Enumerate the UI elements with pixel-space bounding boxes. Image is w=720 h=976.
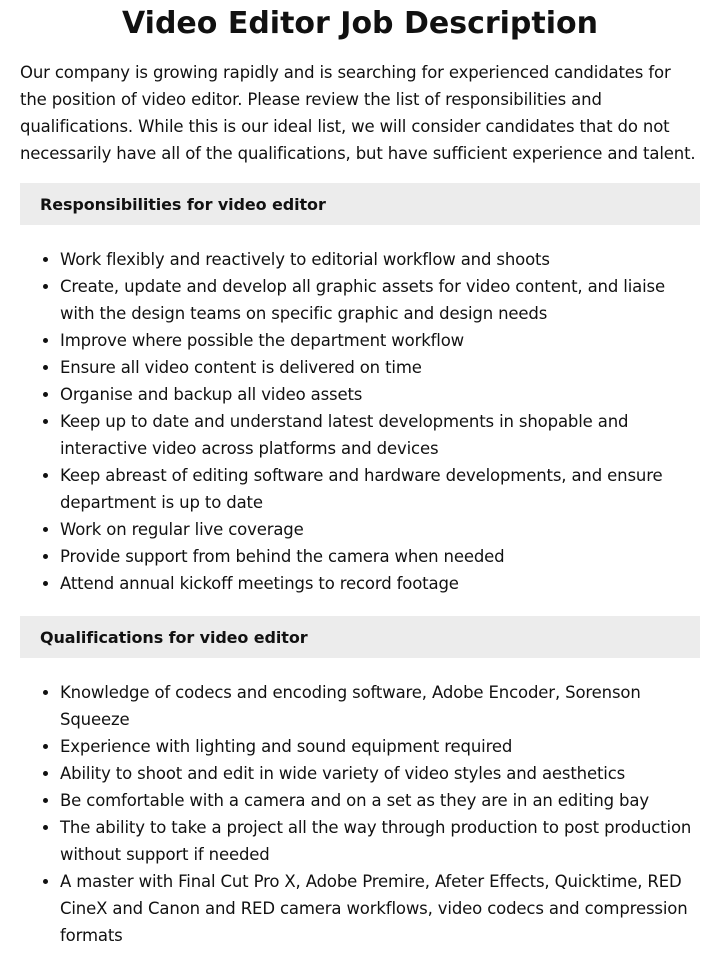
list-item: • A master with Final Cut Pro X, Adobe Premire, Afeter Effects, Quicktime, RED CineX and Canon and RED camera workflows, video codecs and compression formats (60, 868, 700, 949)
list-item: • Organise and backup all video assets (60, 381, 700, 408)
list-item: • Create, update and develop all graphic assets for video content, and liaise with the design teams on specific graphic and design needs (60, 273, 700, 327)
list-item: • Provide support from behind the camera when needed (60, 543, 700, 570)
list-item: • The ability to take a project all the way through production to post production without support if needed (60, 814, 700, 868)
list-item: • Keep abreast of editing software and hardware developments, and ensure department is up to date (60, 462, 700, 516)
list-item: • Knowledge of codecs and encoding software, Adobe Encoder, Sorenson Squeeze (60, 679, 700, 733)
page-title: Video Editor Job Description (121, 6, 598, 41)
list-item: • Experience with lighting and sound equipment required (60, 733, 700, 760)
qualifications-header: Qualifications for video editor (20, 616, 700, 658)
list-item: • Be comfortable with a camera and on a set as they are in an editing bay (60, 787, 700, 814)
list-item: • Work flexibly and reactively to editorial workflow and shoots (60, 246, 700, 273)
list-item: • Work on regular live coverage (60, 516, 700, 543)
responsibilities-header: Responsibilities for video editor (20, 183, 700, 225)
list-item: • Ensure all video content is delivered on time (60, 354, 700, 381)
list-item: • Improve where possible the department workflow (60, 327, 700, 354)
list-item: • Ability to shoot and edit in wide variety of video styles and aesthetics (60, 760, 700, 787)
intro-paragraph: Our company is growing rapidly and is searching for experienced candidates for the position of video editor. Please review the list of responsibilities and qualifications. While this is our ideal list, we will consider candidates that do not necessarily have all of the qualifications, but have sufficient experience and talent. (20, 63, 696, 163)
list-item: • Keep up to date and understand latest developments in shopable and interactive video across platforms and devices (60, 408, 700, 462)
responsibilities-list (20, 246, 700, 597)
qualifications-list (20, 679, 700, 949)
list-item: • Attend annual kickoff meetings to record footage (60, 570, 700, 597)
